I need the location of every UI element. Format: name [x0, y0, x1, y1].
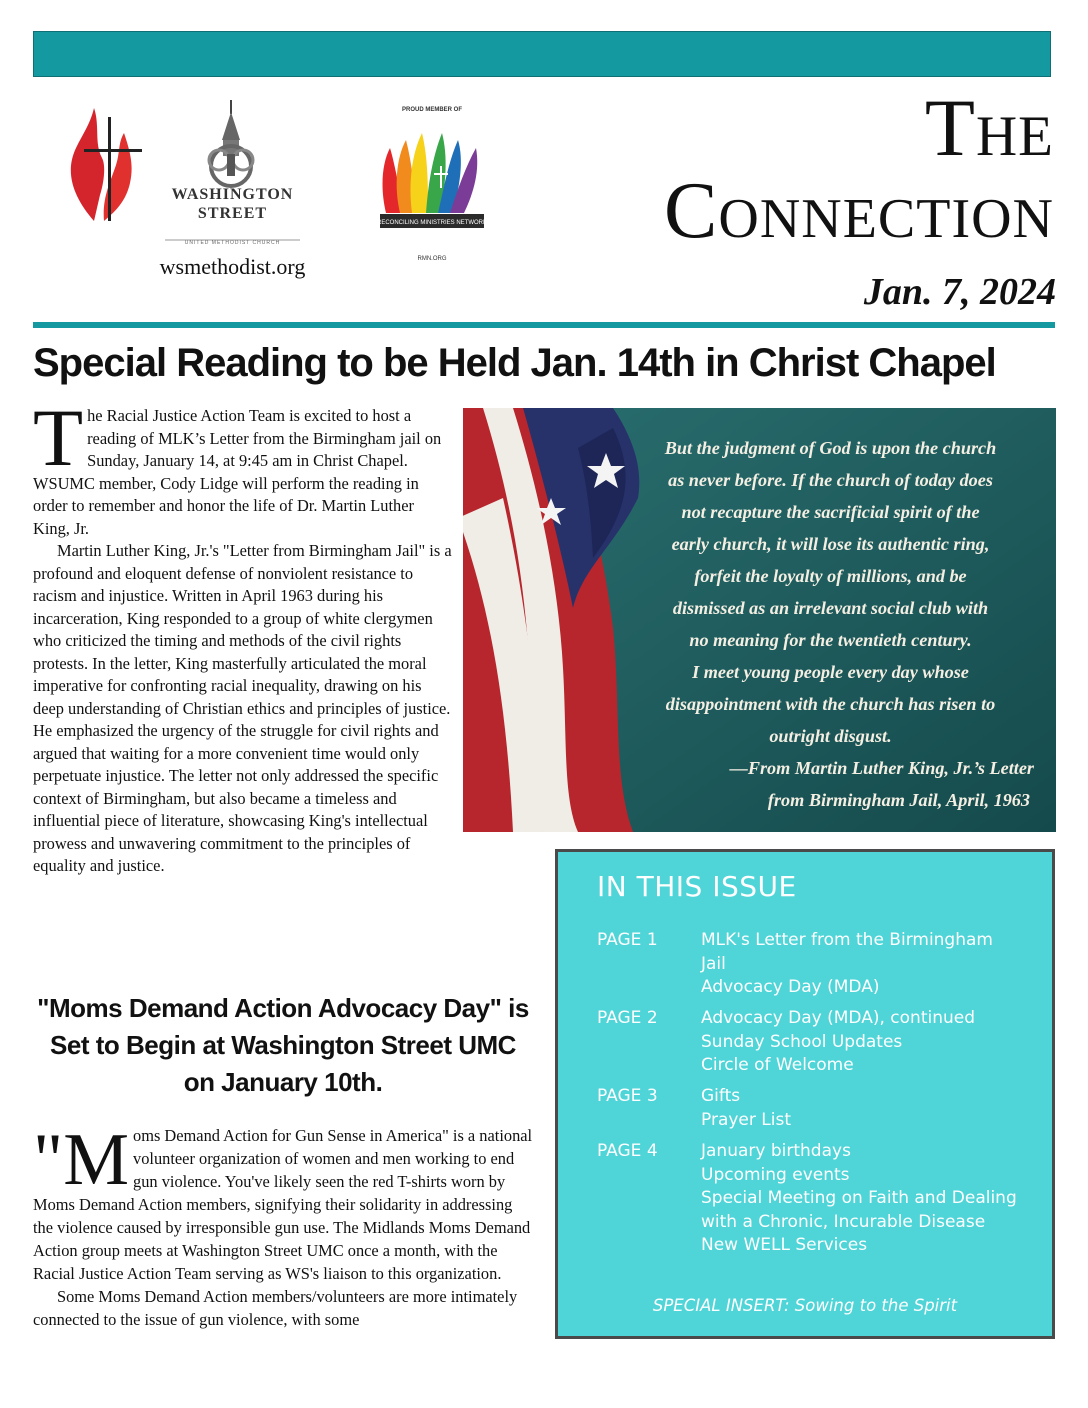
toc-item[interactable]: Special Meeting on Faith and Dealing with a Chronic, Incurable Disease [701, 1188, 1017, 1232]
dropcap: "M [33, 1119, 130, 1201]
quote-line: early church, it will lose its authentic ring, [671, 534, 990, 554]
article1-para2: Martin Luther King, Jr.'s "Letter from Birmingham Jail" is a profound and eloquent defense of nonviolent resistance to racism and injustice. Written in April 1963 during his incarceration, King responded to a group of white clergymen who criticized the timing and methods of the civil rights protests. In the letter, King masterfully articulated the moral imperative for confronting racial inequality, drawing on his deep understanding of Christian ethics and principles of justice. He emphasized the urgency of the struggle for civil rights and argued that waiting for a more convenient time would only perpetuate injustice. The letter not only addressed the specific context of Birmingham, but also became a timeless and influential piece of literature, showcasing King's intellectual prowess and unwavering commitment to the principles of equality and justice. [33, 541, 452, 875]
quote-line: outright disgust. [769, 726, 892, 746]
toc-items [701, 1007, 1021, 1078]
toc-items [701, 1085, 1021, 1132]
quote-line: not recapture the sacrificial spirit of the [681, 502, 980, 522]
mlk-quote-image [463, 408, 1056, 832]
main-headline: Special Reading to be Held Jan. 14th in Christ Chapel [33, 341, 996, 385]
toc-item[interactable]: Advocacy Day (MDA), continued [701, 1008, 976, 1028]
quote-line: disappointment with the church has risen to [665, 694, 996, 714]
issue-date: Jan. 7, 2024 [863, 271, 1056, 313]
church-name-line2: STREET [197, 205, 268, 222]
article2-para2: Some Moms Demand Action members/volunteers are more intimately connected to the issue of gun violence, with some [33, 1287, 518, 1329]
special-insert[interactable]: SPECIAL INSERT: Sowing to the Spirit [652, 1296, 958, 1315]
header-divider [33, 322, 1055, 328]
church-website: wsmethodist.org [159, 254, 306, 279]
toc-page-label: PAGE 2 [597, 1008, 658, 1028]
toc-item[interactable]: Prayer List [701, 1109, 791, 1130]
quote-line: no meaning for the twentieth century. [689, 630, 972, 650]
article2-para1 [33, 1119, 533, 1285]
toc-item[interactable]: New WELL Services [701, 1235, 868, 1255]
reconciling-ministries-network-logo [376, 118, 488, 248]
toc-item[interactable]: Advocacy Day (MDA) [701, 977, 880, 997]
rmn-caption: PROUD MEMBER OF [402, 107, 462, 113]
quote-line: forfeit the loyalty of millions, and be [694, 566, 967, 586]
toc-item[interactable]: January birthdays [701, 1141, 851, 1161]
toc-item[interactable]: Sunday School Updates [701, 1031, 903, 1052]
toc-page-label: PAGE 3 [597, 1086, 658, 1106]
secondary-headline: "Moms Demand Action Advocacy Day" is Set to Begin at Washington Street UMC on January 10th. [37, 993, 529, 1097]
article-mlk-reading [33, 392, 533, 878]
in-this-issue-box [555, 849, 1055, 1339]
quote-text [613, 432, 1048, 816]
quote-attribution-line1: —From Martin Luther King, Jr.’s Letter [729, 758, 1034, 778]
toc-item[interactable]: Upcoming events [701, 1164, 850, 1185]
church-name-line1: WASHINGTON [171, 186, 294, 203]
quote-attribution-line2: from Birmingham Jail, April, 1963 [767, 790, 1030, 810]
toc-page-label: PAGE 4 [597, 1141, 658, 1161]
article1-para1-text: he Racial Justice Action Team is excited to host a reading of MLK’s Letter from the Birmingham jail on Sunday, January 14, at 9:45 am in Christ Chapel. WSUMC member, Cody Lidge will perform the reading in order to remember and honor the life of Dr. Martin Luther King, Jr. [33, 406, 442, 538]
article2-para1-text: oms Demand Action for Gun Sense in America" is a national volunteer organization of women and men working to end gun violence. You've likely seen the red T-shirts worn by Moms Demand Action members, signifying their solidarity in addressing the violence caused by irresponsible gun use. The Midlands Moms Demand Action group meets at Washington Street UMC once a month, with the Racial Justice Action Team serving as WS's liaison to this organization. [33, 1126, 533, 1283]
toc-items [701, 929, 1021, 1000]
quote-line: dismissed as an irrelevant social club with [672, 598, 989, 618]
quote-line: I meet young people every day whose [692, 662, 969, 682]
in-this-issue-title: IN THIS ISSUE [597, 870, 797, 903]
washington-street-church-logo [150, 100, 315, 250]
rmn-band-text: RECONCILING MINISTRIES NETWORK [376, 220, 488, 226]
newsletter-masthead [664, 82, 1054, 255]
toc-page-label: PAGE 1 [597, 930, 658, 950]
masthead-the: The [924, 82, 1054, 173]
toc-item[interactable]: MLK's Letter from the Birmingham Jail [701, 930, 993, 974]
top-banner-bar [33, 31, 1051, 77]
umc-cross-flame-logo [64, 103, 144, 223]
masthead-connection: Connection [664, 167, 1054, 255]
rmn-url: RMN.ORG [417, 256, 447, 262]
toc-item[interactable]: Circle of Welcome [701, 1055, 854, 1075]
dropcap: T [33, 392, 84, 483]
toc-items [701, 1140, 1021, 1258]
toc-item[interactable]: Gifts [701, 1086, 741, 1106]
article-moms-demand-action [33, 1119, 533, 1331]
church-subtitle: UNITED METHODIST CHURCH [184, 240, 281, 246]
quote-line: as never before. If the church of today does [668, 470, 993, 490]
church-name [150, 185, 315, 223]
quote-line: But the judgment of God is upon the church [664, 438, 997, 458]
